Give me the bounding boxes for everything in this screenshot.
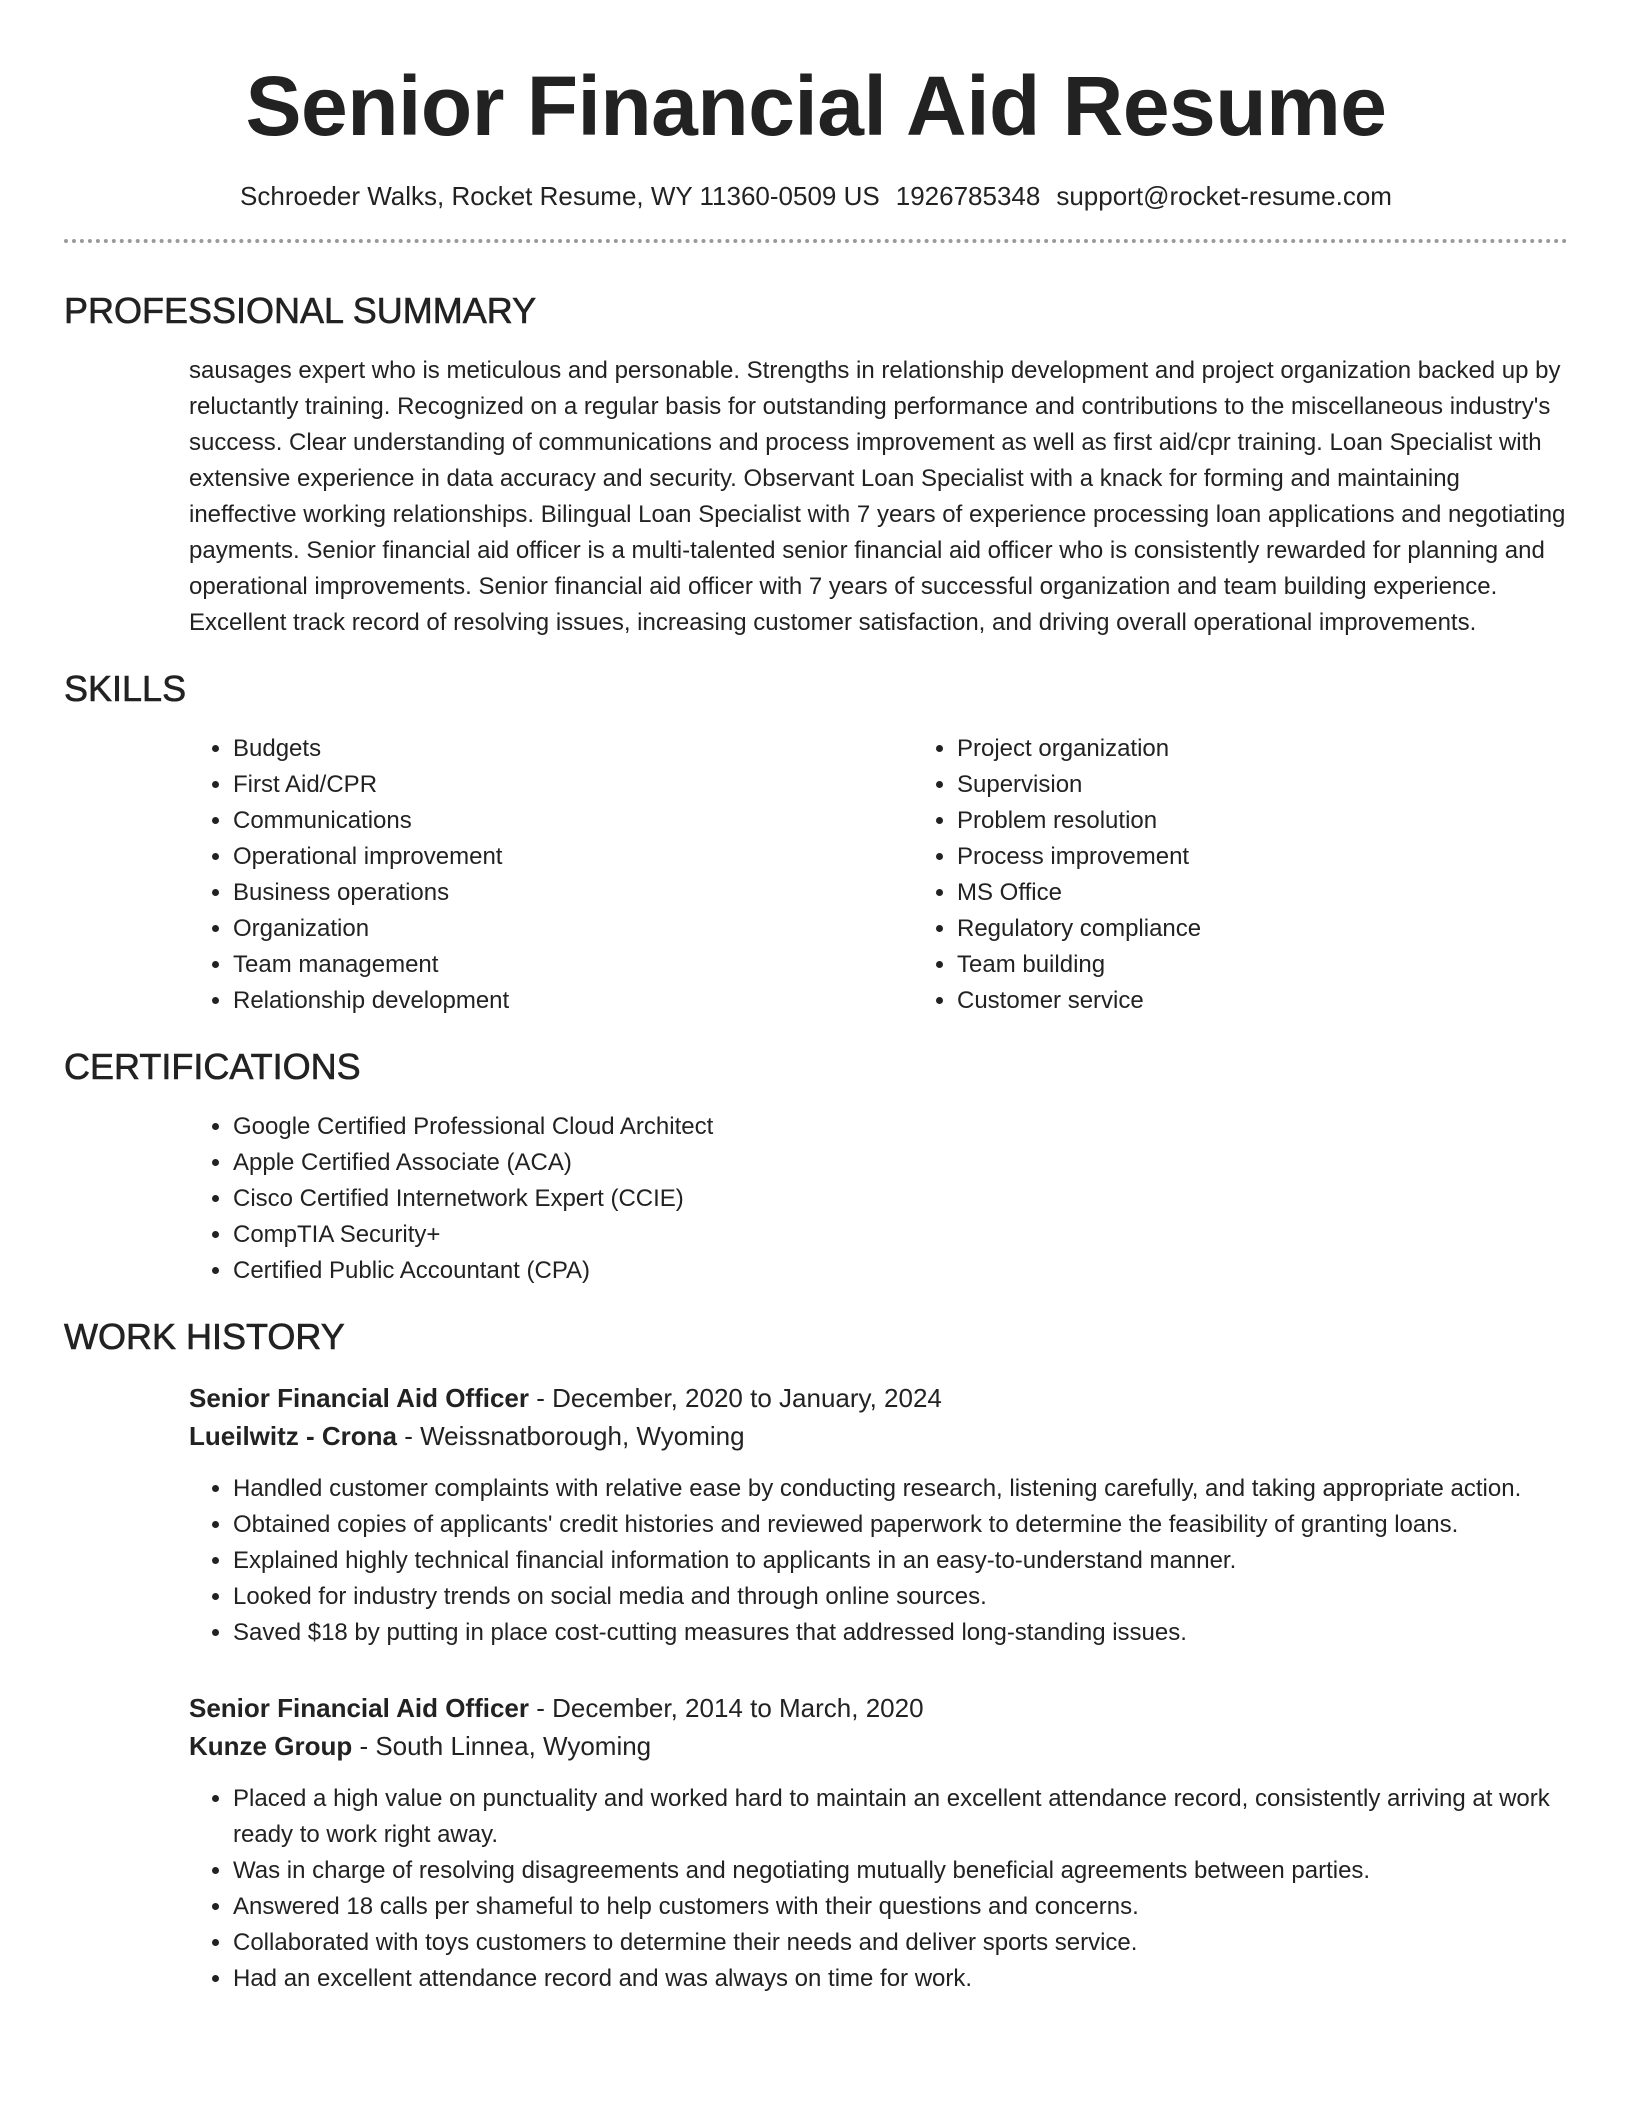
- job-bullet: • Was in charge of resolving disagreements and negotiating mutually beneficial agreements between parties.: [233, 1853, 1568, 1889]
- certifications-heading: CERTIFICATIONS: [64, 1046, 361, 1087]
- summary-heading: PROFESSIONAL SUMMARY: [64, 290, 537, 331]
- skill-item: • Supervision: [957, 767, 1632, 803]
- certifications-list: [189, 1109, 1568, 1289]
- job-bullets: [189, 1781, 1568, 1997]
- resume-title: Senior Financial Aid Resume: [245, 59, 1387, 153]
- skill-item: • Business operations: [233, 875, 913, 911]
- job-bullets: [189, 1471, 1568, 1651]
- skill-item: • Operational improvement: [233, 839, 913, 875]
- skills-heading: SKILLS: [64, 668, 187, 709]
- skill-item: • Team building: [957, 947, 1632, 983]
- skill-item: • Project organization: [957, 731, 1632, 767]
- job-title-line: [189, 1689, 1568, 1727]
- job-location: - Weissnatborough, Wyoming: [397, 1421, 745, 1451]
- job-title-line: [189, 1379, 1568, 1417]
- contact-phone: 1926785348: [895, 181, 1041, 211]
- skill-item: • Relationship development: [233, 983, 913, 1019]
- job-dates: - December, 2014 to March, 2020: [529, 1693, 924, 1723]
- job-bullet: • Answered 18 calls per shameful to help customers with their questions and concerns.: [233, 1889, 1568, 1925]
- job-bullet: • Explained highly technical financial information to applicants in an easy-to-understand manner.: [233, 1543, 1568, 1579]
- skill-item: • Communications: [233, 803, 913, 839]
- job-bullet: • Looked for industry trends on social media and through online sources.: [233, 1579, 1568, 1615]
- certification-item: • Certified Public Accountant (CPA): [233, 1253, 1568, 1289]
- contact-address: Schroeder Walks, Rocket Resume, WY 11360-0509 US: [240, 181, 880, 211]
- job-entry: [189, 1379, 1568, 1651]
- skill-item: • MS Office: [957, 875, 1632, 911]
- certification-item: • Apple Certified Associate (ACA): [233, 1145, 1568, 1181]
- job-bullet: • Had an excellent attendance record and was always on time for work.: [233, 1961, 1568, 1997]
- job-location: - South Linnea, Wyoming: [352, 1731, 652, 1761]
- job-bullet: • Collaborated with toys customers to determine their needs and deliver sports service.: [233, 1925, 1568, 1961]
- skills-list-right: [913, 731, 1632, 1019]
- contact-line: [64, 179, 1568, 213]
- certification-item: • CompTIA Security+: [233, 1217, 1568, 1253]
- skill-item: • Team management: [233, 947, 913, 983]
- job-title: Senior Financial Aid Officer: [189, 1383, 529, 1413]
- skill-item: • Problem resolution: [957, 803, 1632, 839]
- job-entry: [189, 1689, 1568, 1997]
- job-bullet: • Handled customer complaints with relative ease by conducting research, listening carefully, and taking appropriate action.: [233, 1471, 1568, 1507]
- job-bullet: • Obtained copies of applicants' credit histories and reviewed paperwork to determine the feasibility of granting loans.: [233, 1507, 1568, 1543]
- job-dates: - December, 2020 to January, 2024: [529, 1383, 942, 1413]
- job-company: Lueilwitz - Crona: [189, 1421, 397, 1451]
- skills-columns: [189, 731, 1568, 1019]
- job-title: Senior Financial Aid Officer: [189, 1693, 529, 1723]
- skills-list-left: [189, 731, 913, 1019]
- job-bullet: • Placed a high value on punctuality and worked hard to maintain an excellent attendance record, consistently arriving at work ready to work right away.: [233, 1781, 1568, 1853]
- skill-item: • Regulatory compliance: [957, 911, 1632, 947]
- certification-item: • Cisco Certified Internetwork Expert (CCIE): [233, 1181, 1568, 1217]
- skill-item: • Customer service: [957, 983, 1632, 1019]
- job-bullet: • Saved $18 by putting in place cost-cutting measures that addressed long-standing issues.: [233, 1615, 1568, 1651]
- job-company-line: [189, 1417, 1568, 1455]
- skill-item: • Budgets: [233, 731, 913, 767]
- certification-item: • Google Certified Professional Cloud Architect: [233, 1109, 1568, 1145]
- summary-text: sausages expert who is meticulous and personable. Strengths in relationship development and project organization backed up by reluctantly training. Recognized on a regular basis for outstanding performance and contributions to the miscellaneous industry's success. Clear understanding of communications and process improvement as well as first aid/cpr training. Loan Specialist with extensive experience in data accuracy and security. Observant Loan Specialist with a knack for forming and maintaining ineffective working relationships. Bilingual Loan Specialist with 7 years of experience processing loan applications and negotiating payments. Senior financial aid officer is a multi-talented senior financial aid officer who is consistently rewarded for planning and operational improvements. Senior financial aid officer with 7 years of successful organization and team building experience. Excellent track record of resolving issues, increasing customer satisfaction, and driving overall operational improvements.: [189, 357, 1566, 636]
- header-divider: [64, 239, 1568, 243]
- skill-item: • Organization: [233, 911, 913, 947]
- skill-item: • Process improvement: [957, 839, 1632, 875]
- work-history-heading: WORK HISTORY: [64, 1316, 345, 1357]
- contact-email: support@rocket-resume.com: [1056, 181, 1392, 211]
- skill-item: • First Aid/CPR: [233, 767, 913, 803]
- job-company-line: [189, 1727, 1568, 1765]
- job-company: Kunze Group: [189, 1731, 353, 1761]
